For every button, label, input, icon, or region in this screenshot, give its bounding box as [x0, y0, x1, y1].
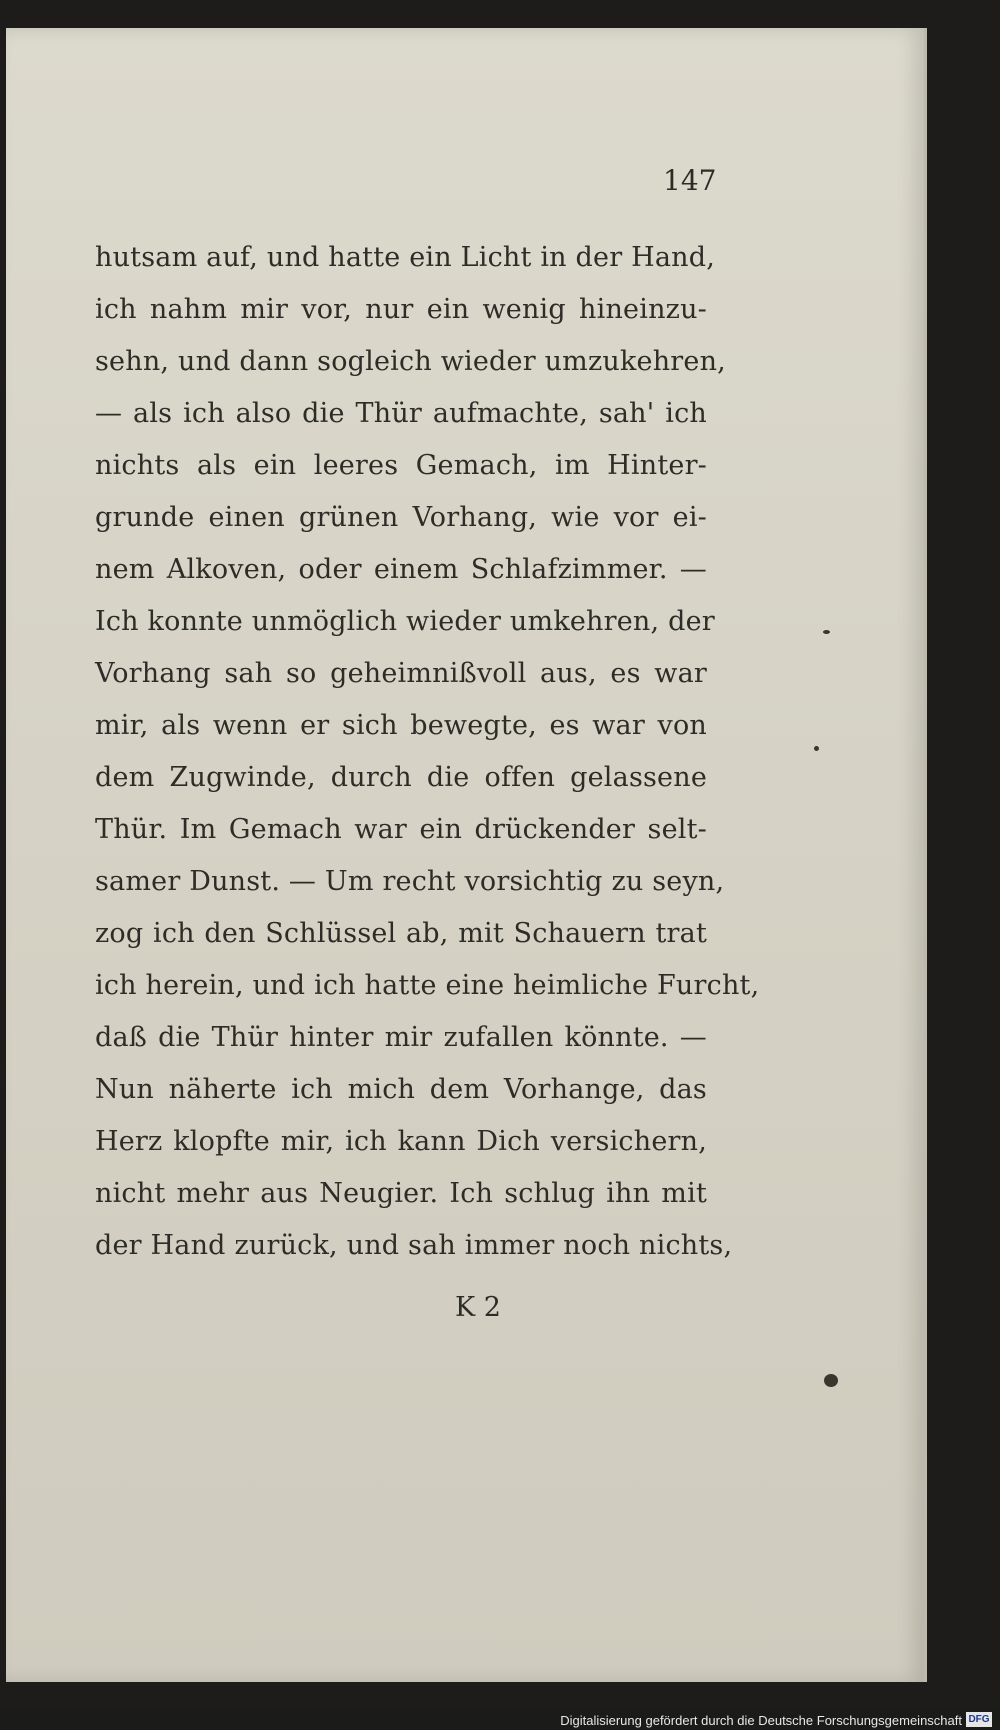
- text-line: Herz klopfte mir, ich kann Dich versichern,: [95, 1126, 707, 1157]
- page-speck: [824, 1374, 838, 1387]
- text-line: nichts als ein leeres Gemach, im Hinter-: [95, 450, 707, 481]
- text-line: grunde einen grünen Vorhang, wie vor ei-: [95, 502, 707, 533]
- signature-mark: K 2: [455, 1292, 501, 1323]
- body-text: [95, 232, 760, 1272]
- text-line: der Hand zurück, und sah immer noch nichts,: [95, 1230, 733, 1261]
- text-line: ich herein, und ich hatte eine heimliche Furcht,: [95, 970, 760, 1001]
- text-line: nicht mehr aus Neugier. Ich schlug ihn mit: [95, 1178, 707, 1209]
- dfg-logo-icon: DFG: [966, 1712, 992, 1727]
- page-speck: [823, 630, 830, 634]
- text-line: sehn, und dann sogleich wieder umzukehren,: [95, 346, 726, 377]
- text-line: Vorhang sah so geheimnißvoll aus, es war: [95, 658, 707, 689]
- text-line: hutsam auf, und hatte ein Licht in der Hand,: [95, 242, 715, 273]
- text-line: Nun näherte ich mich dem Vorhange, das: [95, 1074, 707, 1105]
- text-line: — als ich also die Thür aufmachte, sah' ich: [95, 398, 707, 429]
- text-line: mir, als wenn er sich bewegte, es war von: [95, 710, 707, 741]
- text-line: zog ich den Schlüssel ab, mit Schauern trat: [95, 918, 707, 949]
- text-line: dem Zugwinde, durch die offen gelassene: [95, 762, 707, 793]
- funding-credit: Digitalisierung gefördert durch die Deutsche Forschungsgemeinschaft: [560, 1713, 962, 1728]
- footer-bar: [0, 1708, 1000, 1730]
- page-number: 147: [663, 164, 717, 197]
- text-line: daß die Thür hinter mir zufallen könnte. —: [95, 1022, 707, 1053]
- page-speck: [814, 746, 819, 751]
- text-line: ich nahm mir vor, nur ein wenig hineinzu-: [95, 294, 707, 325]
- text-line: samer Dunst. — Um recht vorsichtig zu seyn,: [95, 866, 725, 897]
- text-line: nem Alkoven, oder einem Schlafzimmer. —: [95, 554, 707, 585]
- text-line: Ich konnte unmöglich wieder umkehren, der: [95, 606, 715, 637]
- text-line: Thür. Im Gemach war ein drückender selt-: [95, 814, 707, 845]
